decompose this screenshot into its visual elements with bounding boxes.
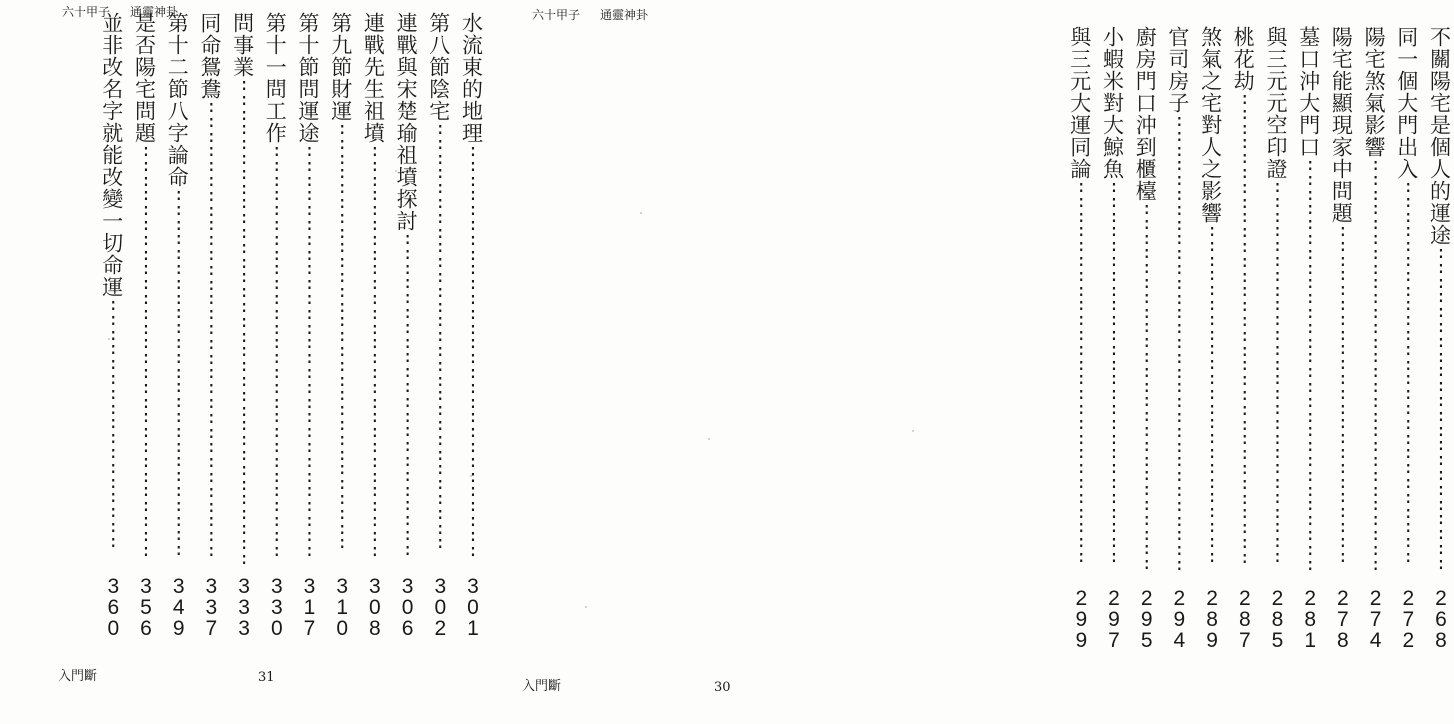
toc-entry-page: 3 1 0 <box>336 575 349 640</box>
toc-leader-dots: : : : : : : : : : : : : : : : : : : : : : : : : : : : : <box>140 141 152 561</box>
toc-entry-title: 廚房門口沖到櫃檯 <box>1133 26 1158 202</box>
toc-entry-title: 與三元元空印證 <box>1264 26 1288 180</box>
header-series: 六十甲子 <box>532 8 581 22</box>
toc-leader-dots: : : : : : : : : : : : : : : : : : : : : : : <box>402 229 413 560</box>
page-number: 31 <box>258 670 275 685</box>
running-footer: 入門斷 <box>58 669 98 684</box>
toc-entry-page: 2 8 7 <box>1238 587 1251 652</box>
toc-leader-dots: : : : : : : : : : : : : : : : : : : : : : : : : : : <box>1403 177 1414 567</box>
toc-leader-dots: : : : : : : : : : : : : : : : : : : : : : : : : : : : : <box>1305 155 1316 575</box>
scan-speck <box>395 170 397 172</box>
running-header <box>532 6 648 23</box>
toc-entry <box>459 12 486 640</box>
toc-entry-page: 3 6 0 <box>107 575 120 640</box>
toc-entry-page: 2 9 5 <box>1140 587 1153 652</box>
scan-speck <box>640 212 642 214</box>
toc-entry-title: 連戰先生祖墳 <box>361 12 386 144</box>
toc-entry-page: 3 0 6 <box>401 575 414 640</box>
toc-entry-title: 煞氣之宅對人之影響 <box>1198 26 1223 224</box>
toc-entry <box>426 12 453 640</box>
toc-entry <box>132 12 159 640</box>
scan-speck <box>108 338 110 340</box>
toc-entry <box>296 12 323 640</box>
toc-entry <box>197 12 224 640</box>
toc-entry-page: 2 7 2 <box>1402 587 1415 652</box>
toc-leader-dots: : : : : : : : : : : : : : : : : : : : : : : : <box>1206 221 1218 567</box>
toc-entry <box>165 12 192 640</box>
toc-entry <box>1165 26 1192 652</box>
toc-entry <box>328 12 355 640</box>
toc-entry-title: 水流東的地理 <box>459 12 484 144</box>
toc-leader-dots: : : : : : : : : : : : : : : : : : : : : : : : : : : <box>1108 177 1120 567</box>
toc-entry <box>1198 26 1225 652</box>
toc-entry <box>394 12 421 640</box>
toc-leader-dots: : : : : : : : : : : : : : : : : : : : : : : : : : : : : <box>467 141 479 561</box>
toc-entry-title: 第十一問工作 <box>263 12 288 144</box>
scan-speck <box>912 430 914 432</box>
toc-leader-dots: : : : : : : : : : : : : : : : : : : : : : : : : : : : : : <box>337 119 348 554</box>
toc-entry-title: 與三元大運同論 <box>1067 26 1092 180</box>
toc-leader-dots: : : : : : : : : : : : : : : : : : : : : : : : : : <box>173 185 184 561</box>
toc-entry-page: 3 3 0 <box>270 575 283 640</box>
toc-leader-dots: : : : : : : : : : : : : : : : : : : : : : : : : : : <box>1272 177 1283 567</box>
toc-entry-page: 3 5 6 <box>140 575 152 640</box>
left-page <box>0 0 512 724</box>
toc-entry <box>1329 26 1356 652</box>
toc-entry-page: 2 8 5 <box>1271 587 1284 652</box>
toc-entry-page: 3 1 7 <box>303 575 316 640</box>
header-brand: 通靈神卦 <box>600 8 649 22</box>
header-series: 六十甲子 <box>62 5 111 19</box>
toc-entry <box>263 12 290 640</box>
scan-speck <box>708 438 710 440</box>
toc-leader-dots: : : : : : : : : : : : : : : : : : <box>108 295 119 552</box>
toc-leader-dots: : : : : : : : : : : : : : : : : : : : : : : : : : : : : : : : : : <box>238 75 250 569</box>
toc-entry <box>99 12 126 640</box>
toc-entry-title: 同命鴛鴦 <box>197 12 222 100</box>
toc-leader-dots: : : : : : : : : : : : : : : : : : : : : : : : : : : <box>1076 177 1087 567</box>
toc-entry-title: 問事業 <box>230 12 255 78</box>
toc-leader-dots: : : : : : : : : : : : : : : : : : : : : : : : : : : : : <box>271 141 282 561</box>
toc-entry <box>361 12 388 640</box>
toc-leader-dots: : : : : : : : : : : : : : : : : : : : : : : : : : : : : : : : : <box>1239 89 1250 568</box>
toc-entry-page: 3 0 2 <box>434 575 447 640</box>
toc-leader-dots: : : : : : : : : : : : : : : : : : : : : : : : : : : : : <box>1370 155 1381 575</box>
toc-entry <box>1394 26 1421 652</box>
toc-leader-dots: : : : : : : : : : : : : : : : : : : : : : : : : : : : : : : : <box>206 97 217 561</box>
toc-entry <box>1296 26 1323 652</box>
header-brand: 通靈神卦 <box>130 5 179 19</box>
scan-speck <box>470 475 472 477</box>
toc-entry-page: 3 3 7 <box>205 575 218 640</box>
toc-entry <box>1362 26 1389 652</box>
toc-leader-dots: : : : : : : : : : : : : : : : : : : : : : : : : : : : : <box>369 141 381 561</box>
toc-entry <box>1067 26 1094 652</box>
toc-entry <box>1100 26 1127 652</box>
toc-entry-page: 2 8 1 <box>1304 587 1317 652</box>
toc-entry <box>1231 26 1258 652</box>
toc-entry <box>230 12 257 640</box>
toc-entry-title: 第十二節八字論命 <box>165 12 190 188</box>
toc-entry-page: 2 9 4 <box>1173 587 1186 652</box>
toc-leader-dots: : : : : : : : : : : : : : : : : : : : : : : : : : : : : <box>304 141 315 561</box>
toc-leader-dots: : : : : : : : : : : : : : : : : : : : : : : : : : : : : : : : <box>1174 111 1185 575</box>
toc-entry-page: 2 8 9 <box>1206 587 1218 652</box>
toc-entry-title: 墓口沖大門口 <box>1296 26 1321 158</box>
toc-entry-title: 陽宅煞氣影響 <box>1362 26 1387 158</box>
toc-entry-title: 桃花劫 <box>1231 26 1256 92</box>
scan-speck <box>585 606 587 608</box>
toc-entry-title: 陽宅能顯現家中問題 <box>1329 26 1354 224</box>
toc-entry-title: 小蝦米對大鯨魚 <box>1100 26 1125 180</box>
toc-leader-dots: : : : : : : : : : : : : : : : : : : : : : : : : : : : : : <box>435 119 446 554</box>
toc-leader-dots: : : : : : : : : : : : : : : : : : : : : : : : <box>1337 221 1349 567</box>
toc-entry-title: 不關陽宅是個人的運途 <box>1427 26 1452 246</box>
toc-entry-title: 同一個大門出入 <box>1394 26 1419 180</box>
right-page <box>512 0 1452 724</box>
toc-entry <box>1264 26 1291 652</box>
toc-entry <box>1427 26 1454 652</box>
toc-entry-title: 第十節問運途 <box>296 12 320 144</box>
toc-entry-page: 2 7 8 <box>1337 587 1349 652</box>
toc-entry-page: 3 0 8 <box>369 575 381 640</box>
running-footer: 入門斷 <box>522 679 562 694</box>
toc-entry-title: 並非改名字就能改變一切命運 <box>99 12 124 298</box>
page-number: 30 <box>714 680 731 695</box>
toc-entry-page: 2 7 4 <box>1369 587 1382 652</box>
toc-leader-dots: : : : : : : : : : : : : : : : : : : : : : : <box>1435 243 1447 574</box>
toc-entry-page: 2 6 8 <box>1435 587 1447 652</box>
toc-entry-title: 官司房子 <box>1165 26 1190 114</box>
toc-entry-page: 2 9 9 <box>1075 587 1088 652</box>
toc-entry <box>1133 26 1160 652</box>
toc-leader-dots: : : : : : : : : : : : : : : : : : : : : : : : : : <box>1141 199 1152 575</box>
toc-entry-title: 第八節陰宅 <box>426 12 451 122</box>
toc-entry-title: 第九節財運 <box>328 12 353 122</box>
toc-entry-title: 是否陽宅問題 <box>132 12 157 144</box>
toc-entry-page: 3 0 1 <box>467 575 479 640</box>
toc-entry-page: 3 4 9 <box>172 575 185 640</box>
toc-entry-title: 連戰與宋楚瑜祖墳探討 <box>394 12 419 232</box>
toc-entry-page: 3 3 3 <box>238 575 250 640</box>
toc-entry-page: 2 9 7 <box>1108 587 1120 652</box>
